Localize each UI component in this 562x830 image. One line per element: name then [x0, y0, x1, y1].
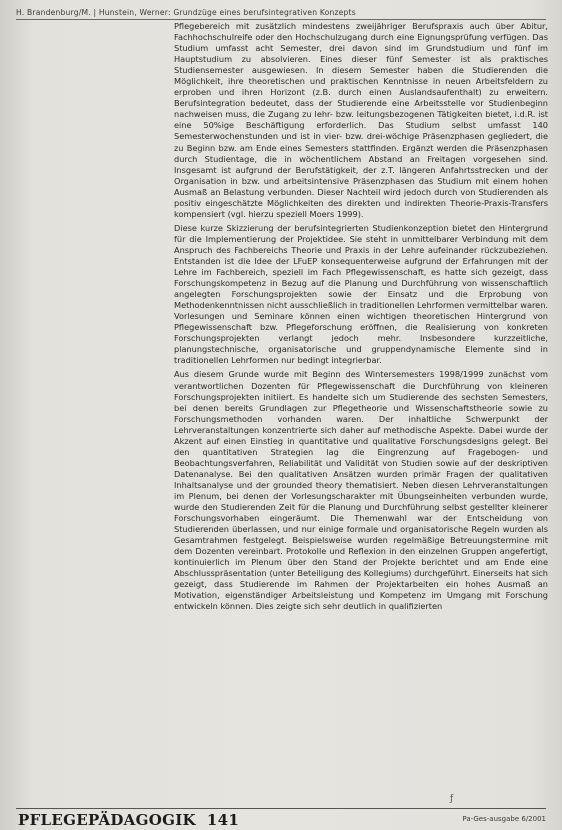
paragraph-1: Pflegebereich mit zusätzlich mindestens zweijähriger Berufspraxis auch über Abitur, Fachhochschulreife oder den Hochschulzugang durch eine Eignungsprüfung verfügen. Das Studium umfasst acht Semester, drei davon sind im Grundstudium und fünf im Hauptstudium zu absolvieren. Eines dieser fünf Semester ist als praktisches Studiensemester ausgewiesen. In diesem Semester haben die Studierenden die Möglichkeit, ihre theoretischen und praktischen Kenntnisse in neuen Arbeitsfeldern zu erproben und ihren Horizont (z.B. durch einen Auslandsaufenthalt) zu erweitern. Berufsintegration bedeutet, dass der Studierende eine Arbeitsstelle vor Studienbeginn nachweisen muss, die Zugang zu lehr- bzw. leitungsbezogenen Tätigkeiten bietet, i.d.R. ist eine 50%ige Beschäftigung erforderlich. Das Studium selbst umfasst 140 Semesterwochenstunden und ist in vier- bzw. drei-wöchige Präsenzphasen gegliedert, die zu Beginn bzw. am Ende eines Semesters stattfinden. Ergänzt werden die Präsenzphasen durch Studientage, die in wöchentlichem Abstand an Freitagen vorgesehen sind. Insgesamt ist aufgrund der Berufstätigkeit, der z.T. längeren Anfahrtsstrecken und der Organisation in bzw. und arbeitsintensive Präsenzphasen das Studium mit einem hohen Ausmaß an Belastung verbunden. Dieser Nachteil wird jedoch durch von Studierenden als positiv eingeschätzte Möglichkeiten des direkten und indirekten Theorie-Praxis-Transfers kompensiert (vgl. hierzu speziell Moers 1999).	[174, 21, 548, 219]
page-number: 141	[206, 811, 240, 829]
journal-name: PFLEGEPÄDAGOGIK	[18, 811, 196, 829]
body-text	[174, 21, 548, 615]
running-head: H. Brandenburg/M. | Hunstein, Werner: Grundzüge eines berufsintegrativen Konzepts	[16, 8, 546, 20]
paragraph-3: Aus diesem Grunde wurde mit Beginn des Wintersemesters 1998/1999 zunächst vom verantwortlichen Dozenten für Pflegewissenschaft die Durchführung von kleineren Forschungsprojekten initiiert. Es handelte sich um Studierende des sechsten Semesters, bei denen bereits Grundlagen zur Pflegetheorie und Wissenschaftstheorie sowie zu Forschungsmethoden vorhanden waren. Der inhaltliche Schwerpunkt der Lehrveranstaltungen konzentrierte sich daher auf methodische Aspekte. Dabei wurde der Akzent auf einen Einstieg in quantitative und qualitative Forschungsdesigns gelegt. Bei den quantitativen Strategien lag die Eingrenzung auf Fragebogen- und Beobachtungsverfahren, Reliabilität und Validität von Studien sowie auf der deskriptiven Datenanalyse. Bei den qualitativen Ansätzen wurden primär Fragen der qualitativen Inhaltsanalyse und der grounded theory thematisiert. Neben diesen Lehrveranstaltungen im Plenum, bei denen der Vorlesungscharakter mit Übungseinheiten verbunden wurde, wurde den Studierenden Zeit für die Planung und Durchführung selbst gestellter kleinerer Forschungsvorhaben eingeräumt. Die Themenwahl war der Entscheidung von Studierenden überlassen, und nur einige formale und organisatorische Regeln wurden als Gesamtrahmen festgelegt. Beispielsweise wurden regelmäßige Betreuungstermine mit dem Dozenten vereinbart. Protokolle und Reflexion in den einzelnen Gruppen angefertigt, kontinuierlich im Plenum über den Stand der Projekte berichtet und am Ende eine Abschlusspräsentation (unter Beteiligung des Kollegiums) durchgeführt. Einerseits hat sich gezeigt, dass Studierende im Rahmen der Projektarbeiten ein hohes Ausmaß an Motivation, eigenständiger Arbeitsleistung und Kompetenz im Umgang mit Forschung entwickeln können. Dies zeigte sich sehr deutlich in qualifizierten	[174, 369, 548, 612]
page-footer	[16, 808, 546, 829]
issue-label: Pa-Ges-ausgabe 6/2001	[462, 815, 546, 823]
journal-title	[18, 811, 239, 829]
margin-mark: ƒ	[450, 794, 454, 804]
paragraph-2: Diese kurze Skizzierung der berufsintegrierten Studienkonzeption bietet den Hintergrund für die Implementierung der Projektidee. Sie steht in unmittelbarer Verbindung mit dem Anspruch des Fachbereichs Theorie und Praxis in der Lehre aufeinander rückzubeziehen. Entstanden ist die Idee der LFuEP konsequenterweise aufgrund der Erfahrungen mit der Lehre im Fachbereich, speziell im Fach Pflegewissenschaft, es hatte sich gezeigt, dass Forschungskompetenz in Bezug auf die Planung und Durchführung von wissenschaftlich angelegten Forschungsprojekten sowie der Einsatz und die Erprobung von Methodenkenntnissen nicht ausschließlich in traditionellen Lehrformen vermittelbar waren. Vorlesungen und Seminare können einen wichtigen theoretischen Hintergrund von Pflegewissenschaft bzw. Pflegeforschung eröffnen, die Realisierung von konkreten Forschungsprojekten verlangt jedoch mehr. Insbesondere kurzzeitliche, planungstechnische, organisatorische und gruppendynamische Elemente sind in traditionellen Lehrformen nur bedingt integrierbar.	[174, 222, 548, 366]
